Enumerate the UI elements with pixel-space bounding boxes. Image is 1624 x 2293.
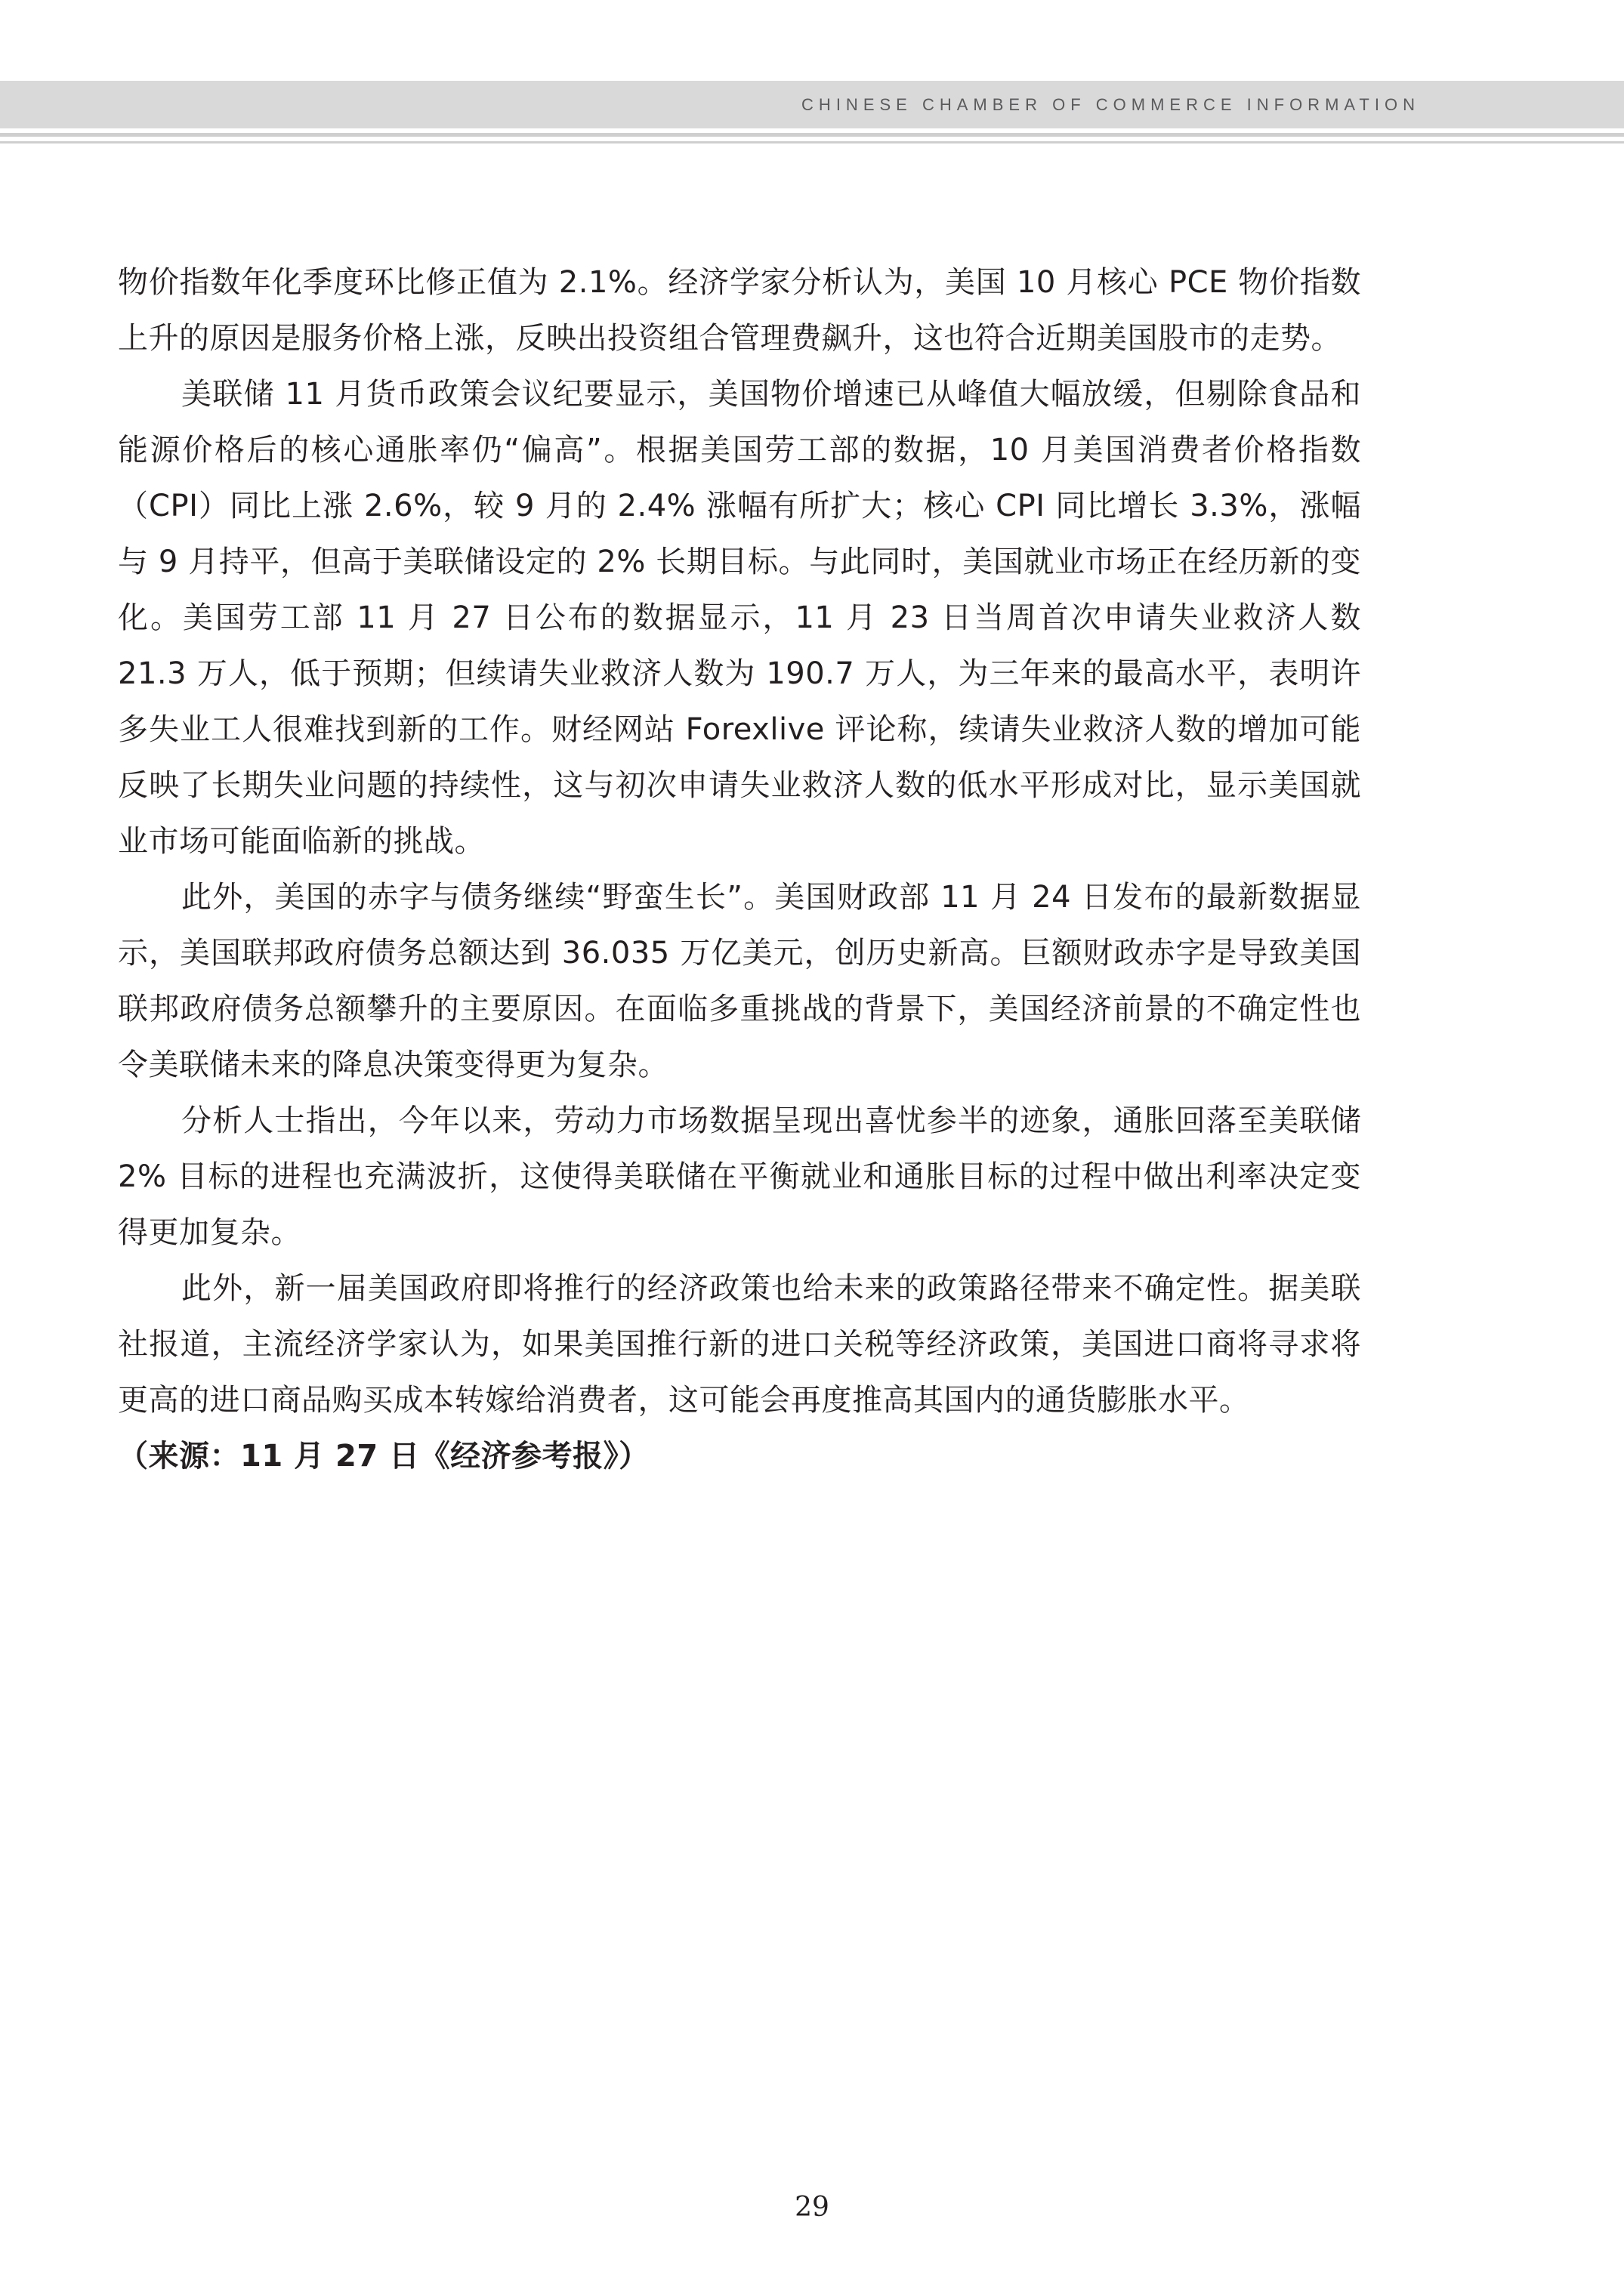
article-body <box>118 255 1361 1484</box>
header-divider <box>0 133 1624 137</box>
source-citation: （来源：11 月 27 日《经济参考报》） <box>118 1439 650 1474</box>
header-title: CHINESE CHAMBER OF COMMERCE INFORMATION <box>801 95 1420 114</box>
paragraph: 此外，新一届美国政府即将推行的经济政策也给未来的政策路径带来不确定性。据美联社报道，主流经济学家认为，如果美国推行新的进口关税等经济政策，美国进口商将寻求将更高的进口商品购买成本转嫁给消费者，这可能会再度推高其国内的通货膨胀水平。 <box>118 1271 1361 1418</box>
page-number: 29 <box>795 2192 829 2223</box>
header-divider <box>0 141 1624 144</box>
paragraph: 分析人士指出，今年以来，劳动力市场数据呈现出喜忧参半的迹象，通胀回落至美联储 2% 目标的进程也充满波折，这使得美联储在平衡就业和通胀目标的过程中做出利率决定变得更加复杂。 <box>118 1103 1361 1250</box>
paragraph: 此外，美国的赤字与债务继续“野蛮生长”。美国财政部 11 月 24 日发布的最新数据显示，美国联邦政府债务总额达到 36.035 万亿美元，创历史新高。巨额财政赤字是导致美国联邦政府债务总额攀升的主要原因。在面临多重挑战的背景下，美国经济前景的不确定性也令美联储未来的降息决策变得更为复杂。 <box>118 880 1361 1082</box>
paragraph: 物价指数年化季度环比修正值为 2.1%。经济学家分析认为，美国 10 月核心 PCE 物价指数上升的原因是服务价格上涨，反映出投资组合管理费飙升，这也符合近期美国股市的走势。 <box>118 265 1361 356</box>
paragraph: 美联储 11 月货币政策会议纪要显示，美国物价增速已从峰值大幅放缓，但剔除食品和能源价格后的核心通胀率仍“偏高”。根据美国劳工部的数据，10 月美国消费者价格指数（CPI）同比上涨 2.6%，较 9 月的 2.4% 涨幅有所扩大；核心 CPI 同比增长 3.3%，涨幅与 9 月持平，但高于美联储设定的 2% 长期目标。与此同时，美国就业市场正在经历新的变化。美国劳工部 11 月 27 日公布的数据显示，11 月 23 日当周首次申请失业救济人数 21.3 万人，低于预期；但续请失业救济人数为 190.7 万人，为三年来的最高水平，表明许多失业工人很难找到新的工作。财经网站 Forexlive 评论称，续请失业救济人数的增加可能反映了长期失业问题的持续性，这与初次申请失业救济人数的低水平形成对比，显示美国就业市场可能面临新的挑战。 <box>118 377 1361 859</box>
